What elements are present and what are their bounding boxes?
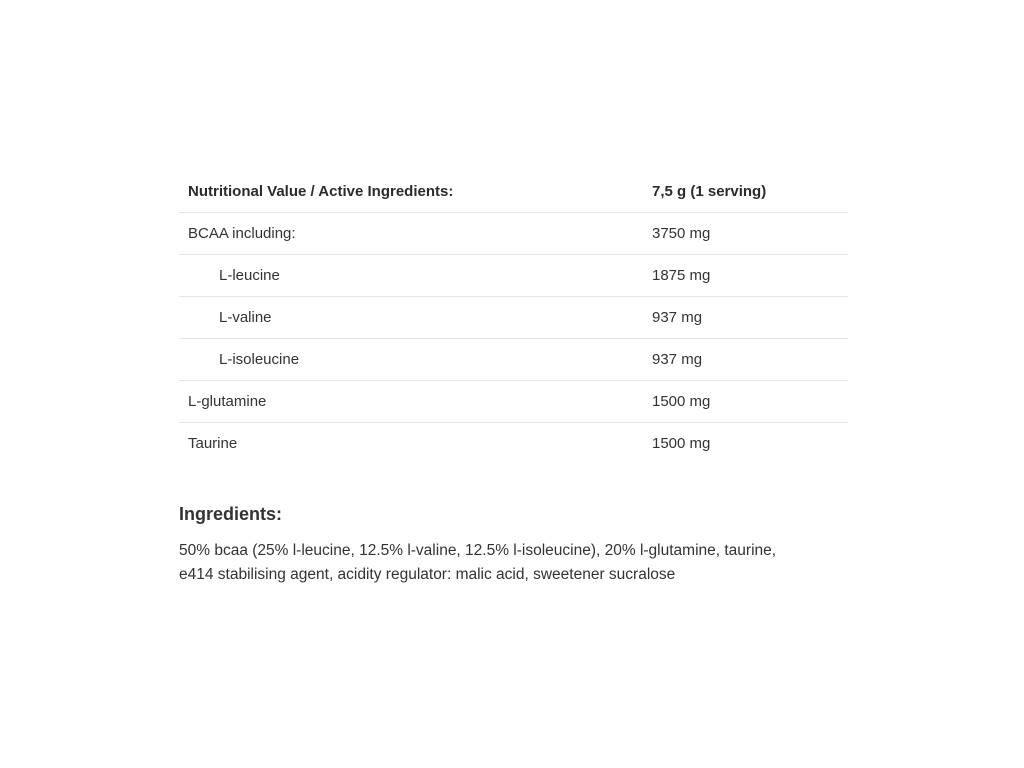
- table-row: [179, 339, 848, 381]
- ingredients-line-1: 50% bcaa (25% l-leucine, 12.5% l-valine, 12.5% l-isoleucine), 20% l-glutamine, taurine,: [179, 542, 777, 559]
- header-serving: 7,5 g (1 serving): [643, 171, 848, 213]
- product-info: [179, 171, 848, 587]
- ingredient-name: L-leucine: [179, 255, 643, 297]
- ingredient-name: L-isoleucine: [179, 339, 643, 381]
- table-row: [179, 381, 848, 423]
- table-row: [179, 255, 848, 297]
- nutrition-table: [179, 171, 848, 464]
- ingredients-list: [179, 539, 848, 587]
- ingredient-amount: 1875 mg: [643, 255, 848, 297]
- table-row: [179, 297, 848, 339]
- table-header-row: [179, 171, 848, 213]
- ingredient-amount: 937 mg: [643, 297, 848, 339]
- ingredient-amount: 1500 mg: [652, 435, 711, 452]
- ingredient-name: L-valine: [179, 297, 643, 339]
- ingredient-name: BCAA including:: [179, 213, 643, 255]
- ingredient-amount: 937 mg: [643, 339, 848, 381]
- ingredient-amount: 1500 mg: [643, 381, 848, 423]
- table-row: [179, 423, 848, 465]
- ingredient-amount: 3750 mg: [643, 213, 848, 255]
- ingredients-line-2: e414 stabilising agent, acidity regulator: malic acid, sweetener sucralose: [179, 566, 676, 583]
- ingredient-name: Taurine: [188, 435, 238, 452]
- header-ingredient: Nutritional Value / Active Ingredients:: [179, 171, 643, 213]
- table-row: [179, 213, 848, 255]
- ingredients-heading: Ingredients:: [179, 504, 283, 524]
- ingredient-name: L-glutamine: [179, 381, 643, 423]
